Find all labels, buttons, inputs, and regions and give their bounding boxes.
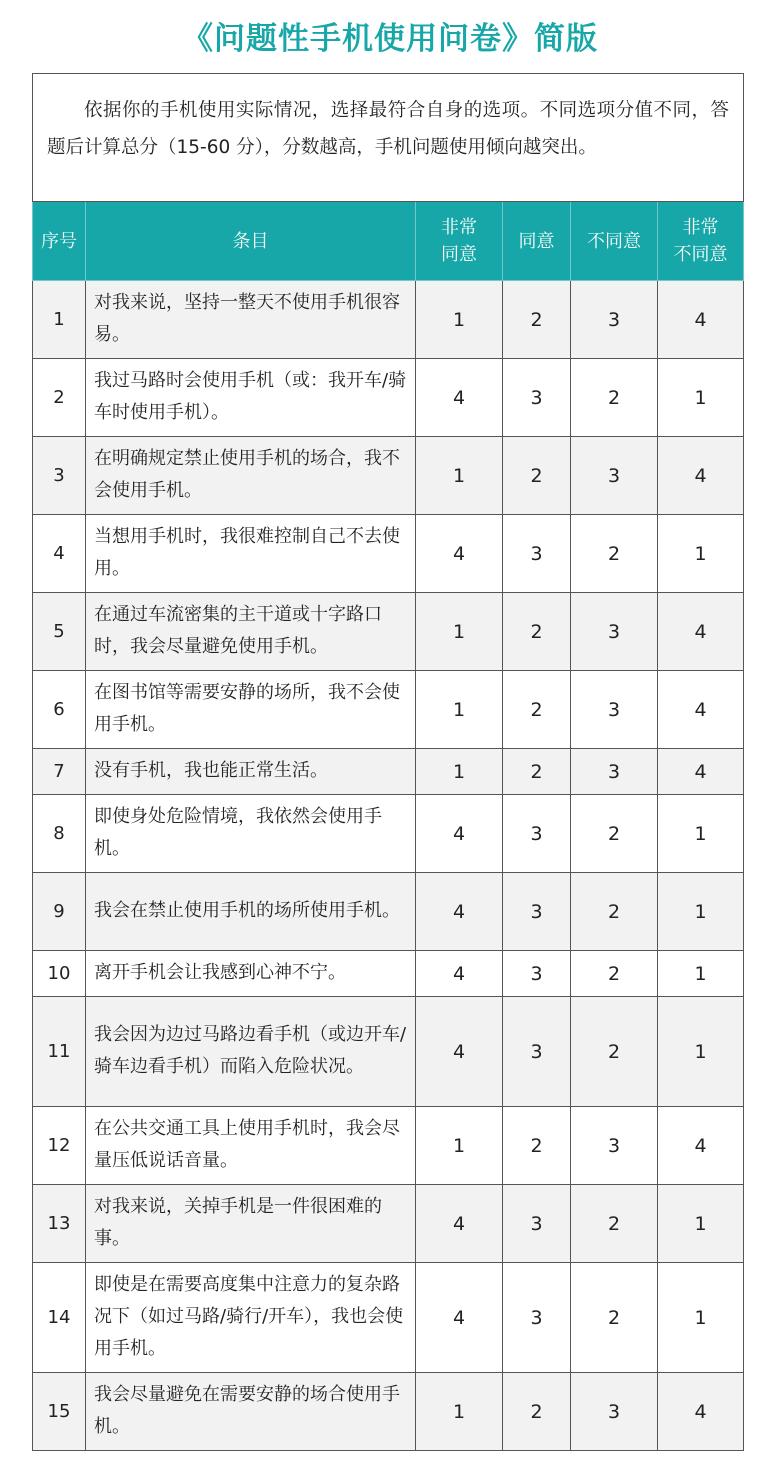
score-agree: 3 bbox=[503, 1185, 571, 1263]
row-index: 6 bbox=[33, 671, 86, 749]
score-strongly-agree: 1 bbox=[416, 671, 503, 749]
score-strongly-agree: 4 bbox=[416, 795, 503, 873]
score-disagree: 2 bbox=[571, 359, 658, 437]
row-index: 2 bbox=[33, 359, 86, 437]
row-item-text: 在明确规定禁止使用手机的场合，我不会使用手机。 bbox=[86, 437, 416, 515]
score-agree: 3 bbox=[503, 873, 571, 951]
score-agree: 2 bbox=[503, 1107, 571, 1185]
score-disagree: 2 bbox=[571, 795, 658, 873]
score-strongly-agree: 4 bbox=[416, 1185, 503, 1263]
score-disagree: 3 bbox=[571, 1107, 658, 1185]
score-strongly-disagree: 4 bbox=[658, 1107, 744, 1185]
score-strongly-agree: 1 bbox=[416, 1373, 503, 1451]
score-agree: 3 bbox=[503, 515, 571, 593]
score-disagree: 3 bbox=[571, 671, 658, 749]
questionnaire-table bbox=[32, 73, 744, 1451]
score-agree: 3 bbox=[503, 951, 571, 997]
score-strongly-disagree: 1 bbox=[658, 359, 744, 437]
table-row bbox=[33, 437, 744, 515]
score-disagree: 3 bbox=[571, 281, 658, 359]
row-item-text: 离开手机会让我感到心神不宁。 bbox=[86, 951, 416, 997]
score-disagree: 2 bbox=[571, 515, 658, 593]
row-index: 5 bbox=[33, 593, 86, 671]
table-row bbox=[33, 795, 744, 873]
row-item-text: 在通过车流密集的主干道或十字路口时，我会尽量避免使用手机。 bbox=[86, 593, 416, 671]
row-item-text: 对我来说，关掉手机是一件很困难的事。 bbox=[86, 1185, 416, 1263]
score-strongly-disagree: 1 bbox=[658, 515, 744, 593]
row-item-text: 对我来说，坚持一整天不使用手机很容易。 bbox=[86, 281, 416, 359]
table-row bbox=[33, 873, 744, 951]
table-row bbox=[33, 1107, 744, 1185]
table-row bbox=[33, 1373, 744, 1451]
row-index: 10 bbox=[33, 951, 86, 997]
header-index: 序号 bbox=[33, 202, 86, 281]
score-agree: 3 bbox=[503, 795, 571, 873]
row-item-text: 在公共交通工具上使用手机时，我会尽量压低说话音量。 bbox=[86, 1107, 416, 1185]
score-strongly-agree: 4 bbox=[416, 515, 503, 593]
score-agree: 2 bbox=[503, 437, 571, 515]
row-index: 4 bbox=[33, 515, 86, 593]
score-disagree: 2 bbox=[571, 997, 658, 1107]
header-item: 条目 bbox=[86, 202, 416, 281]
score-agree: 2 bbox=[503, 593, 571, 671]
table-row bbox=[33, 951, 744, 997]
table-row bbox=[33, 749, 744, 795]
row-index: 7 bbox=[33, 749, 86, 795]
row-index: 1 bbox=[33, 281, 86, 359]
score-strongly-disagree: 1 bbox=[658, 1185, 744, 1263]
score-strongly-disagree: 4 bbox=[658, 593, 744, 671]
score-strongly-agree: 1 bbox=[416, 593, 503, 671]
row-item-text: 我会在禁止使用手机的场所使用手机。 bbox=[86, 873, 416, 951]
row-index: 9 bbox=[33, 873, 86, 951]
table-row bbox=[33, 593, 744, 671]
table-row bbox=[33, 515, 744, 593]
row-item-text: 我过马路时会使用手机（或：我开车/骑车时使用手机）。 bbox=[86, 359, 416, 437]
score-agree: 2 bbox=[503, 281, 571, 359]
row-index: 13 bbox=[33, 1185, 86, 1263]
score-disagree: 3 bbox=[571, 1373, 658, 1451]
score-strongly-disagree: 1 bbox=[658, 873, 744, 951]
score-disagree: 2 bbox=[571, 1185, 658, 1263]
page-title: 《问题性手机使用问卷》简版 bbox=[182, 20, 598, 57]
row-index: 3 bbox=[33, 437, 86, 515]
score-strongly-agree: 4 bbox=[416, 951, 503, 997]
table-row bbox=[33, 281, 744, 359]
row-item-text: 即使是在需要高度集中注意力的复杂路况下（如过马路/骑行/开车），我也会使用手机。 bbox=[86, 1263, 416, 1373]
score-disagree: 2 bbox=[571, 873, 658, 951]
score-strongly-agree: 4 bbox=[416, 873, 503, 951]
table-row bbox=[33, 1263, 744, 1373]
score-strongly-agree: 1 bbox=[416, 749, 503, 795]
instructions-text: 依据你的手机使用实际情况，选择最符合自身的选项。不同选项分值不同，答题后计算总分（15-60 分），分数越高，手机问题使用倾向越突出。 bbox=[33, 74, 744, 202]
score-agree: 3 bbox=[503, 1263, 571, 1373]
table-row bbox=[33, 1185, 744, 1263]
score-strongly-disagree: 4 bbox=[658, 749, 744, 795]
row-index: 15 bbox=[33, 1373, 86, 1451]
score-strongly-agree: 4 bbox=[416, 1263, 503, 1373]
score-strongly-disagree: 4 bbox=[658, 437, 744, 515]
score-disagree: 2 bbox=[571, 951, 658, 997]
score-strongly-agree: 4 bbox=[416, 359, 503, 437]
score-disagree: 3 bbox=[571, 593, 658, 671]
score-strongly-agree: 4 bbox=[416, 997, 503, 1107]
score-strongly-agree: 1 bbox=[416, 281, 503, 359]
header-agree: 同意 bbox=[503, 202, 571, 281]
table-row bbox=[33, 997, 744, 1107]
score-agree: 3 bbox=[503, 359, 571, 437]
score-agree: 2 bbox=[503, 749, 571, 795]
row-item-text: 没有手机，我也能正常生活。 bbox=[86, 749, 416, 795]
header-disagree: 不同意 bbox=[571, 202, 658, 281]
row-item-text: 当想用手机时，我很难控制自己不去使用。 bbox=[86, 515, 416, 593]
score-strongly-disagree: 4 bbox=[658, 671, 744, 749]
table-row bbox=[33, 359, 744, 437]
score-disagree: 3 bbox=[571, 437, 658, 515]
row-index: 8 bbox=[33, 795, 86, 873]
score-agree: 3 bbox=[503, 997, 571, 1107]
table-row bbox=[33, 671, 744, 749]
row-index: 11 bbox=[33, 997, 86, 1107]
score-strongly-disagree: 1 bbox=[658, 997, 744, 1107]
row-index: 12 bbox=[33, 1107, 86, 1185]
header-strongly-disagree: 非常 不同意 bbox=[658, 202, 744, 281]
row-item-text: 在图书馆等需要安静的场所，我不会使用手机。 bbox=[86, 671, 416, 749]
row-item-text: 我会因为边过马路边看手机（或边开车/骑车边看手机）而陷入危险状况。 bbox=[86, 997, 416, 1107]
score-agree: 2 bbox=[503, 671, 571, 749]
score-strongly-disagree: 1 bbox=[658, 795, 744, 873]
score-disagree: 3 bbox=[571, 749, 658, 795]
score-disagree: 2 bbox=[571, 1263, 658, 1373]
score-agree: 2 bbox=[503, 1373, 571, 1451]
header-strongly-agree: 非常 同意 bbox=[416, 202, 503, 281]
score-strongly-disagree: 1 bbox=[658, 1263, 744, 1373]
score-strongly-agree: 1 bbox=[416, 437, 503, 515]
score-strongly-disagree: 4 bbox=[658, 281, 744, 359]
table-header-row bbox=[33, 202, 744, 281]
score-strongly-disagree: 4 bbox=[658, 1373, 744, 1451]
row-item-text: 即使身处危险情境，我依然会使用手机。 bbox=[86, 795, 416, 873]
row-index: 14 bbox=[33, 1263, 86, 1373]
score-strongly-disagree: 1 bbox=[658, 951, 744, 997]
score-strongly-agree: 1 bbox=[416, 1107, 503, 1185]
row-item-text: 我会尽量避免在需要安静的场合使用手机。 bbox=[86, 1373, 416, 1451]
